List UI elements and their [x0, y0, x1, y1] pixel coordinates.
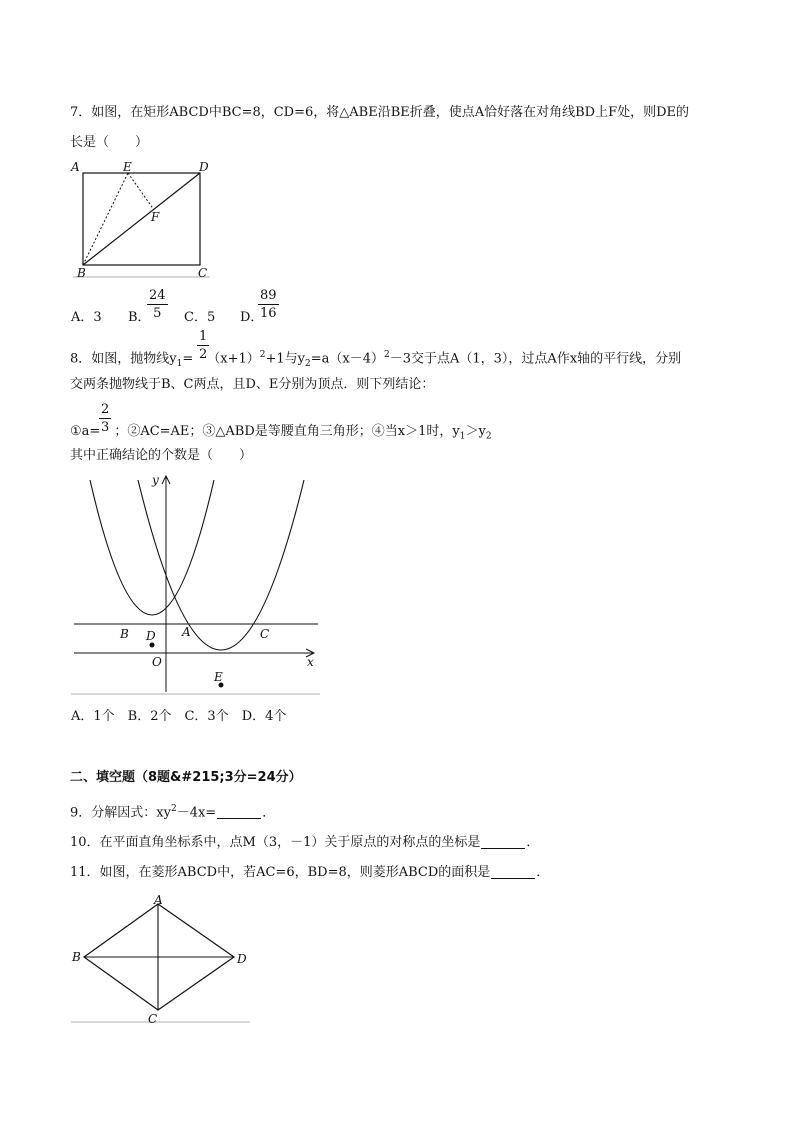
label-d: D [199, 160, 209, 174]
q8-frac1-den: 2 [199, 347, 208, 362]
q8-fraction-two-thirds [99, 403, 111, 434]
q11-end: ． [536, 865, 550, 880]
label-a: A [154, 893, 163, 907]
q8-l1a: 8．如图，抛物线y [70, 351, 177, 367]
q9-text-a: 9．分解因式：xy [70, 805, 171, 821]
q8-frac2-num: 2 [101, 402, 110, 417]
q11-text [70, 866, 549, 879]
q8-l1d: +1与y [265, 351, 306, 367]
label-b: B [120, 627, 129, 641]
q9-text [70, 805, 275, 819]
parabola-y1 [90, 480, 214, 615]
q7-option-a: A．3 [71, 310, 102, 325]
q9-answer-blank[interactable] [217, 807, 261, 819]
q7-text-line1: 7．如图，在矩形ABCD中BC=8，CD=6，将△ABE沿BE折叠，使点A恰好落在对角线BD上F处，则DE的 [70, 105, 690, 120]
label-b: B [72, 950, 81, 964]
label-o: O [152, 655, 162, 669]
q8-frac2-den: 3 [101, 420, 110, 435]
label-a: A [71, 160, 80, 174]
q8-l1c: （x+1） [207, 351, 260, 367]
q8-text-line4: 其中正确结论的个数是（ ） [70, 448, 253, 463]
q7-option-c: C．5 [184, 310, 216, 325]
q8-l3c: ＞y [465, 424, 486, 439]
vertex-d [150, 643, 155, 648]
q7-option-d-label: D． [240, 310, 264, 325]
section-title-fill-in: 二、填空题（8题&#215;3分=24分） [70, 770, 302, 785]
q7-text-line2: 长是（ ） [70, 135, 149, 150]
label-f: F [151, 210, 160, 224]
label-y: y [152, 473, 159, 487]
q10-answer-blank[interactable] [481, 837, 525, 849]
q7-option-d-fraction [258, 289, 279, 320]
q7-option-d-denominator: 16 [260, 306, 277, 321]
q8-sub1: 1 [176, 358, 183, 369]
q10-text-a: 10．在平面直角坐标系中，点M（3，－1）关于原点的对称点的坐标是 [70, 835, 481, 850]
q8-l3sub2: 2 [485, 431, 492, 442]
segment-ef [128, 173, 154, 210]
q8-l1b: = [182, 351, 194, 367]
q8-l3sub1: 1 [459, 431, 466, 442]
label-x: x [307, 655, 314, 669]
label-c: C [148, 1012, 158, 1026]
diagonal-bd [83, 173, 200, 265]
q8-l3b: ；②AC=AE；③△ABD是等腰直角三角形；④当x＞1时，y [114, 424, 460, 439]
label-c: C [198, 266, 208, 280]
q8-text-line1 [70, 351, 681, 369]
q8-sup1: 2 [259, 350, 266, 360]
label-d: D [146, 629, 156, 643]
q9-sup: 2 [170, 804, 177, 814]
q8-l1e: =a（x－4） [310, 351, 384, 367]
q7-option-b-fraction [147, 289, 168, 320]
q7-option-b-label: B． [128, 310, 151, 325]
q8-text-line2: 交两条抛物线于B、C两点，且D、E分别为顶点．则下列结论： [70, 377, 435, 392]
label-c: C [260, 627, 270, 641]
q8-l3a: ①a= [70, 424, 101, 439]
label-e: E [214, 670, 223, 684]
label-a: A [182, 625, 191, 639]
label-e: E [123, 160, 132, 174]
q11-rhombus-figure [68, 892, 254, 1028]
q11-answer-blank[interactable] [491, 867, 535, 879]
q8-text-line3 [70, 425, 492, 442]
q7-option-b-numerator: 24 [149, 288, 166, 303]
q7-option-b-denominator: 5 [153, 306, 162, 321]
label-d: D [237, 952, 247, 966]
q8-fraction-half [197, 330, 209, 361]
q10-end: ． [526, 835, 540, 850]
q9-end: ． [262, 805, 276, 821]
q10-text [70, 836, 539, 849]
q11-text-a: 11．如图，在菱形ABCD中，若AC=6，BD=8，则菱形ABCD的面积是 [70, 865, 491, 880]
q7-rectangle-figure [68, 158, 218, 282]
q8-options: A．1个 B．2个 C．3个 D．4个 [71, 709, 287, 724]
label-b: B [77, 266, 86, 280]
q9-text-b: －4x= [176, 805, 217, 821]
q8-sup2: 2 [384, 350, 390, 360]
q8-sub2: 2 [305, 358, 311, 369]
q7-option-d-numerator: 89 [260, 288, 277, 303]
q8-l1f: －3交于点A（1，3），过点A作x轴的平行线，分别 [389, 351, 682, 367]
fold-line-be [83, 173, 128, 265]
q8-parabola-figure [68, 470, 324, 700]
q8-frac1-num: 1 [199, 329, 208, 344]
